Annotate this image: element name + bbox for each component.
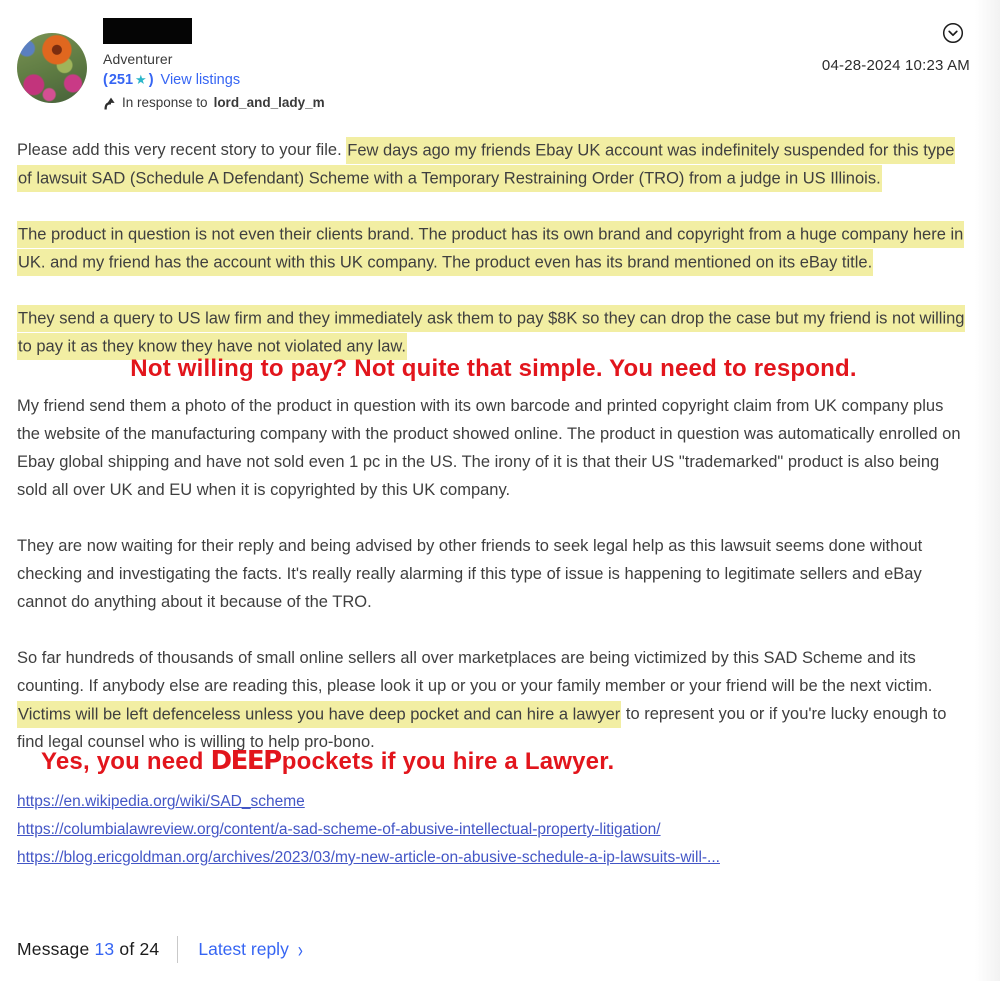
message-counter xyxy=(17,939,159,960)
post-body xyxy=(17,136,970,871)
link-columbia-law-review[interactable]: https://columbialawreview.org/content/a-sad-scheme-of-abusive-intellectual-property-litigation/ xyxy=(17,821,661,838)
avatar[interactable] xyxy=(17,33,87,103)
post-header xyxy=(17,18,970,110)
paragraph-5: They are now waiting for their reply and being advised by other friends to seek legal help as this lawsuit seems done without checking and investigating the facts. It's really really alarming if this type of issue is happening to legitimate sellers and eBay cannot do anything about it because of the TRO. xyxy=(17,537,923,611)
in-response-row xyxy=(103,95,822,110)
in-response-prefix: In response to xyxy=(122,95,208,110)
redacted-username xyxy=(103,18,192,44)
chevron-right-icon: › xyxy=(297,938,303,962)
feedback-close-paren: ) xyxy=(148,72,154,88)
link-wikipedia-sad-scheme[interactable]: https://en.wikipedia.org/wiki/SAD_scheme xyxy=(17,793,305,810)
post-options-chevron-circle-icon[interactable] xyxy=(942,22,964,44)
reply-arrow-icon xyxy=(103,96,116,110)
in-response-username[interactable]: lord_and_lady_m xyxy=(213,95,325,110)
feedback-row xyxy=(103,72,822,88)
paragraph-2: The product in question is not even their clients brand. The product has its own brand and copyright from a huge company here in UK. and my friend has the account with this UK company. The product even has its brand mentioned on its eBay title. xyxy=(17,220,970,276)
feedback-count-link[interactable]: 251 xyxy=(108,72,134,88)
paragraph-6: So far hundreds of thousands of small online sellers all over marketplaces are being victimized by this SAD Scheme and its counting. If anybody else are reading this, please look it up or you or your family member or your friend will be the next victim. Victims will be left defenceless unless you have deep pocket and can hire a lawyer to represent you or if you're lucky enough to find legal counsel who is willing to help pro-bono. xyxy=(17,649,947,751)
annotation-red-1: Not willing to pay? Not quite that simple. You need to respond. xyxy=(130,355,857,382)
author-info xyxy=(103,18,822,110)
latest-reply-label: Latest reply xyxy=(198,939,289,959)
paragraph-1: Please add this very recent story to your file. Few days ago my friends Ebay UK account was indefinitely suspended for this type of lawsuit SAD (Schedule A Defendant) Scheme with a Temporary Restraining Order (TRO) from a judge in US Illinois. xyxy=(17,136,970,192)
latest-reply-link[interactable] xyxy=(198,939,302,960)
post-footer xyxy=(17,936,303,963)
user-rank: Adventurer xyxy=(103,51,173,67)
message-label: Message xyxy=(17,939,90,959)
paragraph-3: They send a query to US law firm and they immediately ask them to pay $8K so they can drop the case but my friend is not willing to pay it as they know they have not violated any law. xyxy=(17,304,970,360)
view-listings-link[interactable]: View listings xyxy=(160,72,241,88)
header-right xyxy=(822,18,970,74)
feedback-star-icon: ★ xyxy=(135,72,147,87)
reference-links xyxy=(17,787,970,871)
message-number: 13 xyxy=(94,939,115,959)
link-eric-goldman-blog[interactable]: https://blog.ericgoldman.org/archives/2023/03/my-new-article-on-abusive-schedule-a-ip-lawsuits-will-... xyxy=(17,849,720,866)
feedback-open-paren: ( xyxy=(103,72,108,88)
annotation-red-2: Yes, you need DEEPpockets if you hire a Lawyer. xyxy=(41,746,615,776)
paragraph-4: My friend send them a photo of the product in question with its own barcode and printed copyright claim from UK company plus the website of the manufacturing company with the product showed online. The product in question was automatically enrolled on Ebay global shipping and have not sold even 1 pc in the US. The irony of it is that their US "trademarked" product is also being sold all over UK and EU when it is copyrighted by this UK company. xyxy=(17,397,961,499)
message-of-label: of 24 xyxy=(119,939,160,959)
footer-divider xyxy=(177,936,178,963)
post-timestamp: 04-28-2024 10:23 AM xyxy=(821,57,970,74)
